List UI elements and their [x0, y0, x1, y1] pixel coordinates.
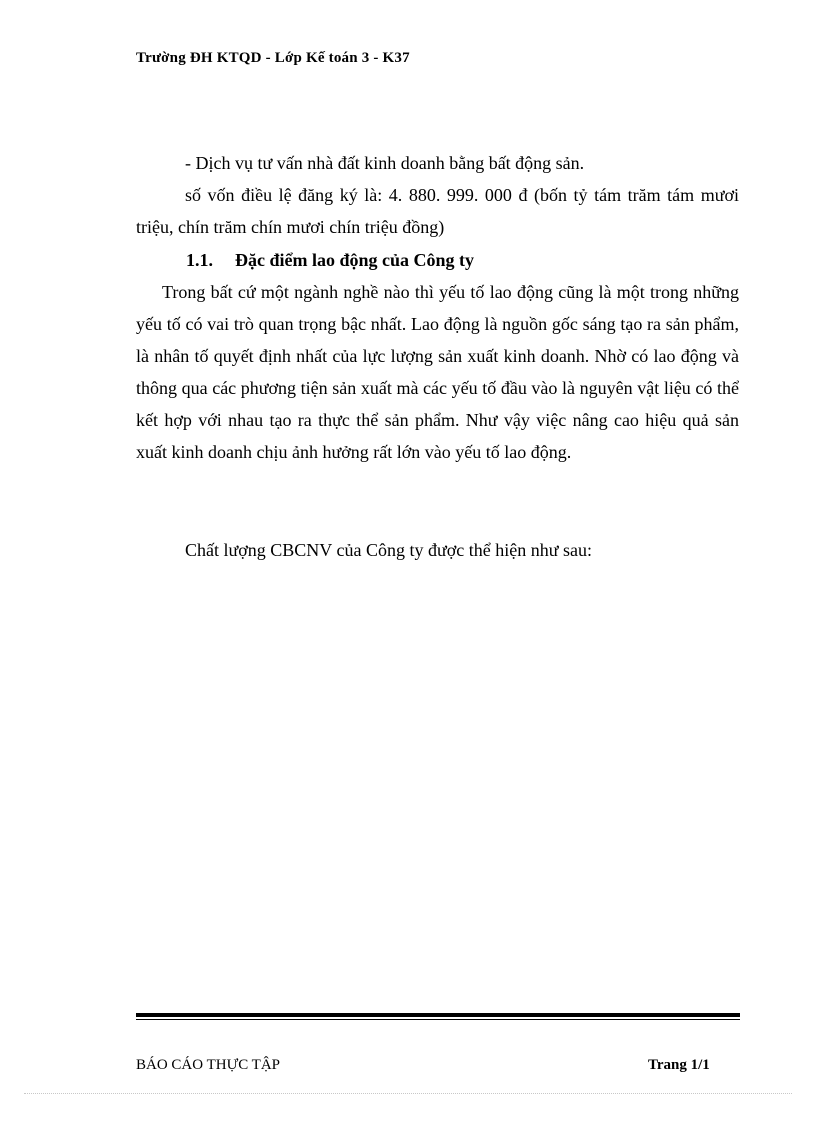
footer-rule-thick: [136, 1013, 740, 1017]
section-heading: [186, 244, 474, 276]
page-boundary: [24, 1093, 792, 1094]
footer-rule-thin: [136, 1019, 740, 1020]
page-header: Trường ĐH KTQD - Lớp Kế toán 3 - K37: [136, 50, 410, 66]
section-number: 1.1.: [186, 250, 213, 270]
footer-page-number: Trang 1/1: [648, 1057, 710, 1073]
footer-report-title: BÁO CÁO THỰC TẬP: [136, 1057, 281, 1073]
paragraph-labor: Trong bất cứ một ngành nghề nào thì yếu tố lao động cũng là một trong những yếu tố có vai trò quan trọng bậc nhất. Lao động là nguồn gốc sáng tạo ra sản phẩm, là nhân tố quyết định nhất của lực lượng sản xuất kinh doanh. Nhờ có lao động và thông qua các phương tiện sản xuất mà các yếu tố đầu vào là nguyên vật liệu có thể kết hợp với nhau tạo ra thực thể sản phẩm. Như vậy việc nâng cao hiệu quả sản xuất kinh doanh chịu ảnh hưởng rất lớn vào yếu tố lao động.: [136, 282, 739, 462]
section-title: Đặc điểm lao động của Công ty: [235, 250, 475, 270]
paragraph-charter-capital: số vốn điều lệ đăng ký là: 4. 880. 999. 000 đ (bốn tỷ tám trăm tám mươi triệu, chín trăm chín mươi chín triệu đồng): [136, 185, 739, 237]
paragraph-staff-quality: Chất lượng CBCNV của Công ty được thể hiện như sau:: [185, 540, 592, 560]
paragraph-services: - Dịch vụ tư vấn nhà đất kinh doanh bằng bất động sản.: [185, 153, 585, 173]
